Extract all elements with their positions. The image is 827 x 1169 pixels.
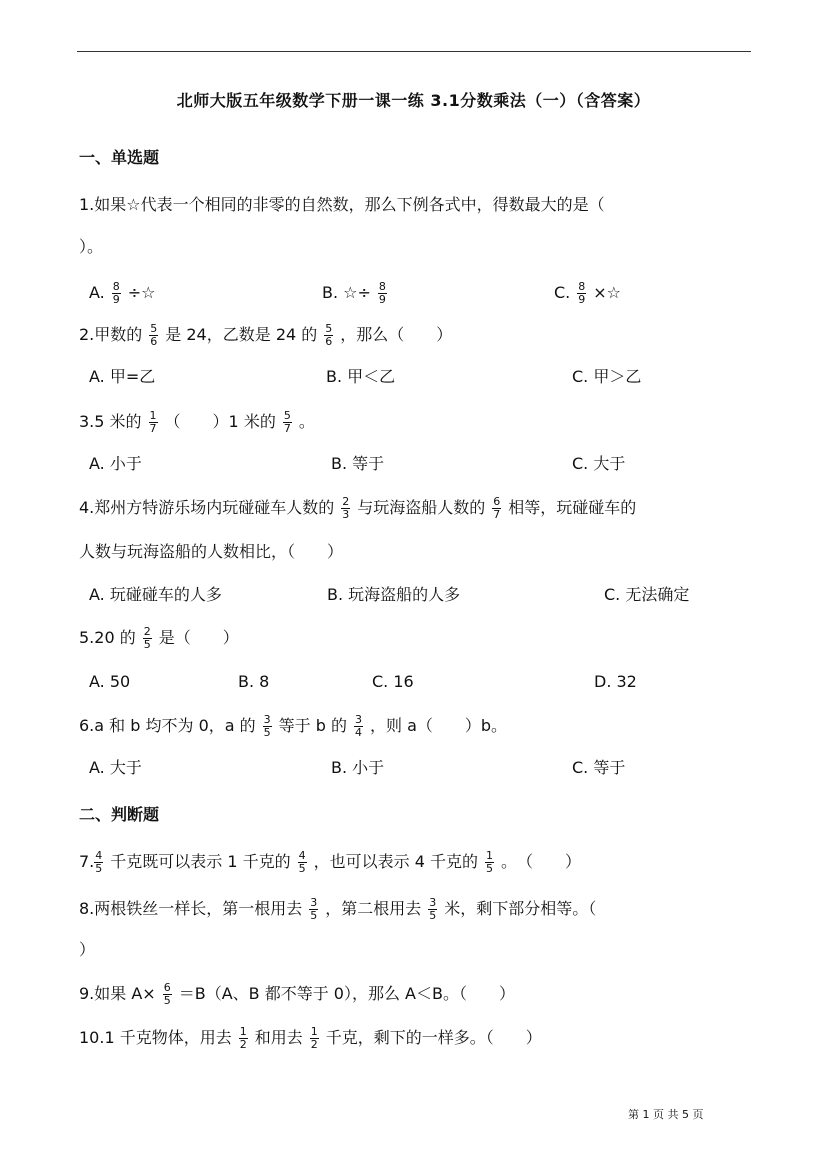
question-3: 3.5 米的 $\frac{1}{7}$ （ ）1 米的 $\frac{5}{7}$ 。 [79,409,315,435]
fraction: $\frac{1}{2}$ [239,1025,247,1051]
question-5: 5.20 的 $\frac{2}{5}$ 是（ ） [79,625,239,651]
question-2-option-a[interactable]: A. 甲=乙 [89,367,156,386]
question-5-option-a[interactable]: A. 50 [89,672,131,691]
question-7: 7. $\frac{4}{5}$ 千克既可以表示 1 千克的 $\frac{4}{5}$ ，也可以表示 4 千克的 $\frac{1}{5}$ 。 （ ） [79,849,581,875]
document-title: 北师大版五年级数学下册一课一练 3.1分数乘法（一）（含答案） [176,91,651,110]
question-8-line-1: 8.两根铁丝一样长，第一根用去 $\frac{3}{5}$ ，第二根用去 $\frac{3}{5}$ 米，剩下部分相等。（ [79,896,597,922]
question-4-option-b[interactable]: B. 玩海盗船的人多 [327,585,461,604]
question-5-option-d[interactable]: D. 32 [594,672,637,691]
question-4-line-2: 人数与玩海盗船的人数相比，（ ） [79,542,344,561]
fraction: $\frac{3}{5}$ [429,896,437,922]
fraction: $\frac{3}{5}$ [263,713,271,739]
question-1-line-1: 1.如果☆代表一个相同的非零的自然数，那么下例各式中，得数最大的是（ [79,195,605,214]
section-heading-single-choice: 一、单选题 [79,148,160,167]
question-9: 9.如果 A× $\frac{6}{5}$ ＝B（A、B 都不等于 0），那么 A＜B。（ ） [79,981,515,1007]
question-6-option-a[interactable]: A. 大于 [89,758,142,777]
question-4-option-c[interactable]: C. 无法确定 [604,585,690,604]
question-10: 10.1 千克物体，用去 $\frac{1}{2}$ 和用去 $\frac{1}{2}$ 千克，剩下的一样多。（ ） [79,1025,542,1051]
question-6-option-c[interactable]: C. 等于 [572,758,626,777]
question-8-line-2: ） [79,940,96,959]
question-2: 2.甲数的 $\frac{5}{6}$ 是 24，乙数是 24 的 $\frac{5}{6}$ ，那么（ ） [79,322,453,348]
question-5-option-b[interactable]: B. 8 [238,672,270,691]
question-5-option-c[interactable]: C. 16 [372,672,414,691]
fraction: $\frac{3}{5}$ [310,896,318,922]
fraction: $\frac{5}{6}$ [150,322,158,348]
fraction: $\frac{2}{3}$ [342,495,350,521]
section-heading-judgement: 二、判断题 [79,805,160,824]
question-1-line-2: ）。 [79,237,104,256]
fraction: $\frac{8}{9}$ [112,280,120,306]
fraction: $\frac{1}{2}$ [310,1025,318,1051]
fraction: $\frac{8}{9}$ [578,280,586,306]
question-4-option-a[interactable]: A. 玩碰碰车的人多 [89,585,222,604]
question-3-option-c[interactable]: C. 大于 [572,454,626,473]
fraction: $\frac{1}{5}$ [485,849,493,875]
question-1-option-c[interactable]: C. $\frac{8}{9}$ ×☆ [554,280,622,306]
question-6-option-b[interactable]: B. 小于 [331,758,385,777]
question-2-option-b[interactable]: B. 甲＜乙 [326,367,396,386]
question-1-option-a[interactable]: A. $\frac{8}{9}$ ÷☆ [89,280,156,306]
header-rule [77,51,751,52]
fraction: $\frac{2}{5}$ [143,625,151,651]
question-2-option-c[interactable]: C. 甲＞乙 [572,367,642,386]
fraction: $\frac{1}{7}$ [149,409,157,435]
fraction: $\frac{6}{7}$ [493,495,501,521]
question-6: 6.a 和 b 均不为 0，a 的 $\frac{3}{5}$ 等于 b 的 $\frac{3}{4}$ ，则 a（ ）b。 [79,713,508,739]
fraction: $\frac{4}{5}$ [298,849,306,875]
fraction: $\frac{3}{4}$ [355,713,362,739]
fraction: $\frac{8}{9}$ [378,280,386,306]
fraction: $\frac{5}{7}$ [283,409,291,435]
question-4-line-1: 4.郑州方特游乐场内玩碰碰车人数的 $\frac{2}{3}$ 与玩海盗船人数的 $\frac{6}{7}$ 相等，玩碰碰车的 [79,495,637,521]
page-footer: 第 1 页 共 5 页 [628,1108,704,1121]
question-3-option-a[interactable]: A. 小于 [89,454,142,473]
question-3-option-b[interactable]: B. 等于 [331,454,385,473]
question-1-option-b[interactable]: B. ☆÷ $\frac{8}{9}$ [322,280,386,306]
fraction: $\frac{4}{5}$ [95,849,103,875]
fraction: $\frac{5}{6}$ [325,322,333,348]
fraction: $\frac{6}{5}$ [163,981,171,1007]
